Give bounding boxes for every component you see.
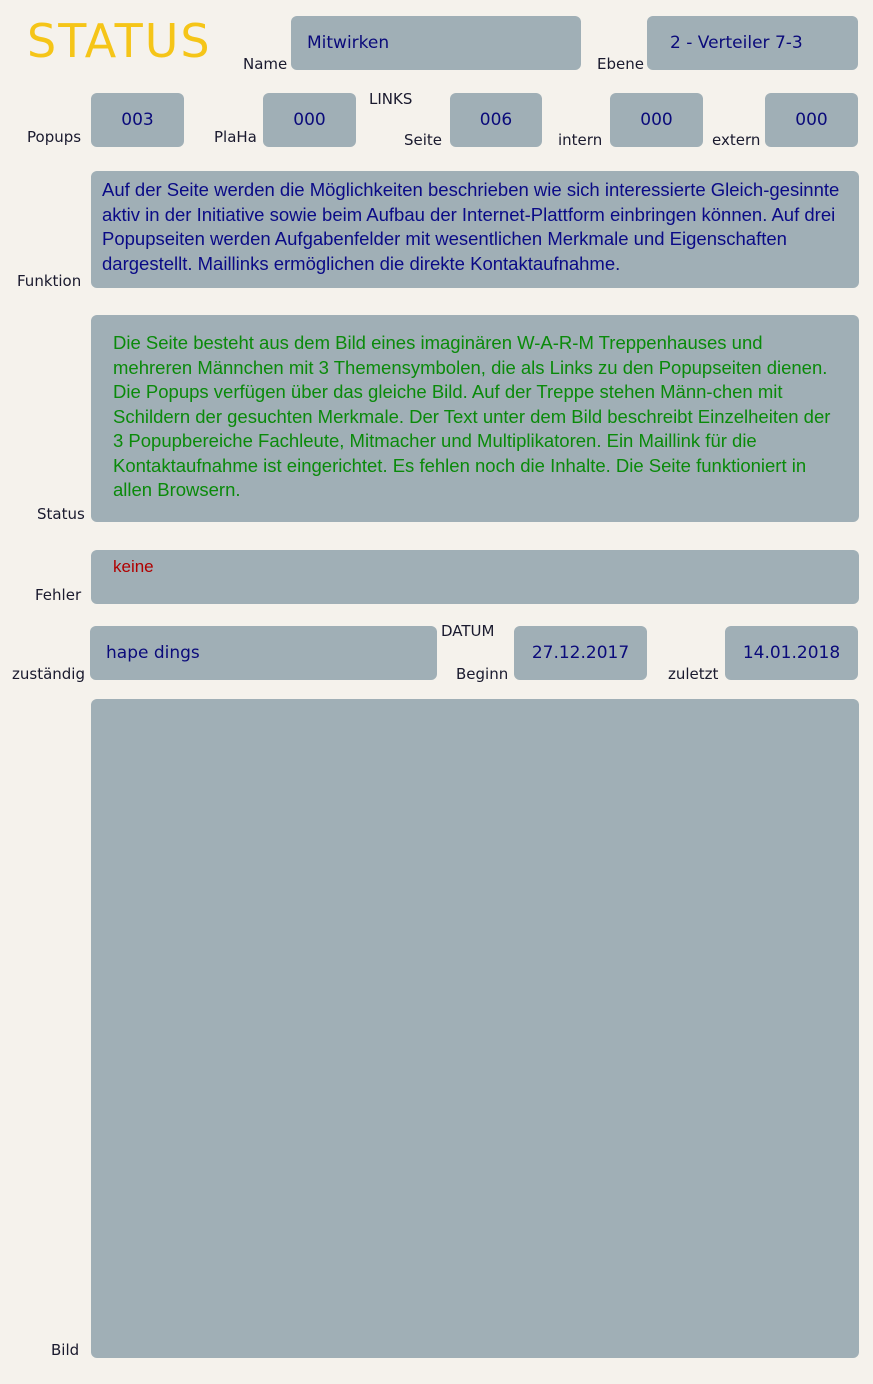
status-label: Status [37,505,85,523]
popups-count-field[interactable]: 003 [91,93,184,147]
ebene-field[interactable]: 2 - Verteiler 7-3 [647,16,858,70]
intern-count-field[interactable]: 000 [610,93,703,147]
plaha-count-field[interactable]: 000 [263,93,356,147]
beginn-date-field[interactable]: 27.12.2017 [514,626,647,680]
funktion-label: Funktion [17,272,82,290]
zuletzt-label: zuletzt [668,665,719,683]
name-field[interactable]: Mitwirken [291,16,581,70]
name-label: Name [243,55,288,73]
fehler-field[interactable]: keine [91,550,859,604]
links-label: LINKS [369,90,413,108]
fehler-label: Fehler [35,586,82,604]
extern-count-field[interactable]: 000 [765,93,858,147]
bild-label: Bild [51,1341,80,1359]
page-title: STATUS [27,14,212,68]
zustaendig-field[interactable]: hape dings [90,626,437,680]
intern-label: intern [558,131,603,149]
seite-label: Seite [404,131,443,149]
plaha-label: PlaHa [214,128,257,146]
ebene-label: Ebene [597,55,644,73]
zustaendig-label: zuständig [12,665,85,683]
zuletzt-date-field[interactable]: 14.01.2018 [725,626,858,680]
datum-label: DATUM [441,622,495,640]
bild-image-area [91,699,859,1358]
funktion-textarea[interactable]: Auf der Seite werden die Möglichkeiten beschrieben wie sich interessierte Gleich-gesinnte aktiv in der Initiative sowie beim Aufbau der Internet-Plattform einbringen können. Auf drei Popupseiten werden Aufgabenfelder mit wesentlichen Merkmale und Eigenschaften dargestellt. Maillinks ermöglichen die direkte Kontaktaufnahme. [91,171,859,288]
status-textarea[interactable]: Die Seite besteht aus dem Bild eines imaginären W-A-R-M Treppenhauses und mehreren Männchen mit 3 Themensymbolen, die als Links zu den Popupseiten dienen. Die Popups verfügen über das gleiche Bild. Auf der Treppe stehen Männ-chen mit Schildern der gesuchten Merkmale. Der Text unter dem Bild beschreibt Einzelheiten der 3 Popupbereiche Fachleute, Mitmacher und Multiplikatoren. Ein Maillink für die Kontaktaufnahme ist eingerichtet. Es fehlen noch die Inhalte. Die Seite funktioniert in allen Browsern. [91,315,859,522]
seite-count-field[interactable]: 006 [450,93,542,147]
popups-label: Popups [27,128,82,146]
extern-label: extern [712,131,761,149]
beginn-label: Beginn [456,665,509,683]
